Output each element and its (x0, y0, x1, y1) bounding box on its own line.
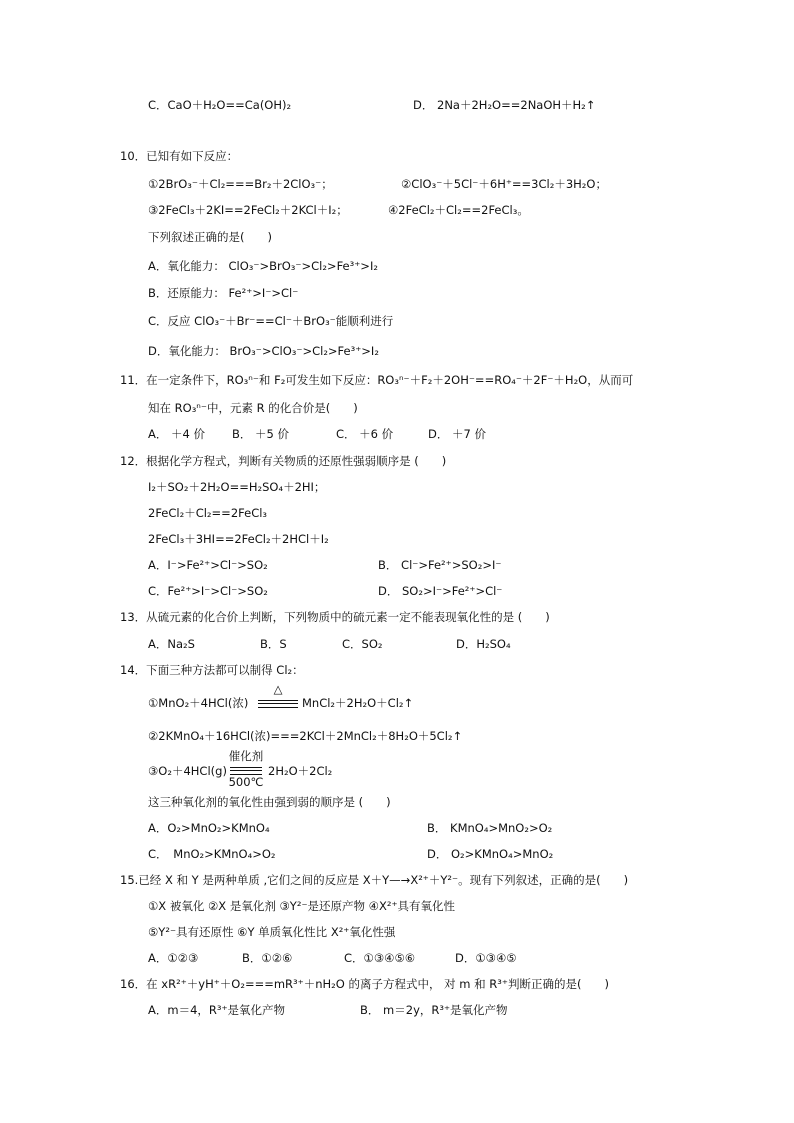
q13-option-b: B．S (260, 637, 287, 651)
q10-option-c: C．反应 ClO₃⁻＋Br⁻==Cl⁻＋BrO₃⁻能顺利进行 (148, 314, 394, 328)
q14-method-3-reactants: ③O₂＋4HCl(g) (148, 764, 227, 778)
q13-option-c: C．SO₂ (342, 637, 383, 651)
q13-option-a: A．Na₂S (148, 637, 195, 651)
q10-question: 下列叙述正确的是( ) (148, 230, 272, 244)
q14-method-3-catalyst: 催化剂 (228, 749, 264, 763)
q11-stem-line1: 11．在一定条件下，RO₃ⁿ⁻和 F₂可发生如下反应：RO₃ⁿ⁻＋F₂＋2OH⁻==RO₄⁻＋2F⁻＋H₂O，从而可 (120, 373, 634, 387)
q14-stem: 14．下面三种方法都可以制得 Cl₂： (120, 663, 304, 677)
q10-stem: 10．已知有如下反应： (120, 149, 239, 163)
q15-option-b: B．①②⑥ (242, 951, 293, 965)
q14-method-2: ②2KMnO₄＋16HCl(浓)===2KCl＋2MnCl₂＋8H₂O＋5Cl₂↑ (148, 729, 463, 743)
q11-option-d: D． ＋7 价 (428, 427, 486, 441)
q13-option-d: D．H₂SO₄ (456, 637, 511, 651)
q12-equation-3: 2FeCl₃＋3HI==2FeCl₂＋2HCl＋I₂ (148, 532, 329, 546)
q16-option-b: B． m＝2y，R³⁺是氧化产物 (360, 1003, 508, 1017)
q10-reaction-2: ②ClO₃⁻＋5Cl⁻＋6H⁺==3Cl₂＋3H₂O； (401, 177, 607, 191)
q15-statements-2: ⑤Y²⁻具有还原性 ⑥Y 单质氧化性比 X²⁺氧化性强 (148, 925, 396, 939)
q15-stem: 15.已经 X 和 Y 是两种单质 ,它们之间的反应是 X＋Y—→X²⁺＋Y²⁻。现有下列叙述，正确的是( ) (120, 873, 629, 887)
q10-reaction-4: ④2FeCl₂＋Cl₂==2FeCl₃。 (388, 203, 529, 217)
q15-option-c: C．①③④⑤⑥ (344, 951, 416, 965)
q11-option-b: B． ＋5 价 (232, 427, 290, 441)
q10-option-b: B．还原能力： Fe²⁺>I⁻>Cl⁻ (148, 286, 299, 300)
q10-reaction-3: ③2FeCl₃＋2KI==2FeCl₂＋2KCl＋I₂； (148, 203, 348, 217)
q12-option-d: D． SO₂>I⁻>Fe²⁺>Cl⁻ (378, 584, 503, 598)
q12-option-c: C．Fe²⁺>I⁻>Cl⁻>SO₂ (148, 584, 268, 598)
q11-stem-line2: 知在 RO₃ⁿ⁻中，元素 R 的化合价是( ) (148, 401, 358, 415)
q14-method-3-temperature: 500℃ (228, 775, 264, 789)
q14-method-1-products: MnCl₂＋2H₂O＋Cl₂↑ (302, 696, 414, 710)
q12-stem: 12．根据化学方程式，判断有关物质的还原性强弱顺序是 ( ) (120, 454, 447, 468)
q15-statements-1: ①X 被氧化 ②X 是氧化剂 ③Y²⁻是还原产物 ④X²⁺具有氧化性 (148, 899, 456, 913)
q10-option-a: A．氧化能力： ClO₃⁻>BrO₃⁻>Cl₂>Fe³⁺>I₂ (148, 259, 378, 273)
q12-option-b: B． Cl⁻>Fe²⁺>SO₂>I⁻ (378, 558, 502, 572)
q14-method-1-reactants: ①MnO₂＋4HCl(浓) (148, 696, 249, 710)
q9-option-d: D． 2Na＋2H₂O==2NaOH＋H₂↑ (413, 98, 596, 112)
q14-question: 这三种氧化剂的氧化性由强到弱的顺序是 ( ) (148, 795, 391, 809)
q14-method-3-products: 2H₂O＋2Cl₂ (268, 764, 333, 778)
q16-option-a: A．m＝4，R³⁺是氧化产物 (148, 1003, 286, 1017)
q10-reaction-1: ①2BrO₃⁻＋Cl₂===Br₂＋2ClO₃⁻； (148, 177, 333, 191)
q16-stem: 16．在 xR²⁺＋yH⁺＋O₂===mR³⁺＋nH₂O 的离子方程式中， 对 m 和 R³⁺判断正确的是( ) (120, 977, 609, 991)
q9-option-c: C．CaO＋H₂O==Ca(OH)₂ (148, 98, 292, 112)
q15-option-d: D．①③④⑤ (455, 951, 517, 965)
q12-option-a: A．I⁻>Fe²⁺>Cl⁻>SO₂ (148, 558, 268, 572)
q11-option-c: C． ＋6 价 (336, 427, 394, 441)
q14-option-c: C． MnO₂>KMnO₄>O₂ (148, 847, 276, 861)
q14-method-3-equals-sign (230, 767, 262, 775)
q15-option-a: A．①②③ (148, 951, 199, 965)
q14-option-b: B． KMnO₄>MnO₂>O₂ (427, 821, 553, 835)
q14-option-a: A．O₂>MnO₂>KMnO₄ (148, 821, 270, 835)
q12-equation-1: I₂＋SO₂＋2H₂O==H₂SO₄＋2HI； (148, 480, 326, 494)
q13-stem: 13．从硫元素的化合价上判断，下列物质中的硫元素一定不能表现氧化性的是 ( ) (120, 610, 550, 624)
q14-method-1-equals-sign (258, 700, 298, 708)
q10-option-d: D．氧化能力： BrO₃⁻>ClO₃⁻>Cl₂>Fe³⁺>I₂ (148, 344, 379, 358)
q11-option-a: A． ＋4 价 (148, 427, 205, 441)
q14-option-d: D． O₂>KMnO₄>MnO₂ (427, 847, 554, 861)
heat-triangle-icon: △ (273, 682, 283, 696)
q12-equation-2: 2FeCl₂＋Cl₂==2FeCl₃ (148, 506, 268, 520)
